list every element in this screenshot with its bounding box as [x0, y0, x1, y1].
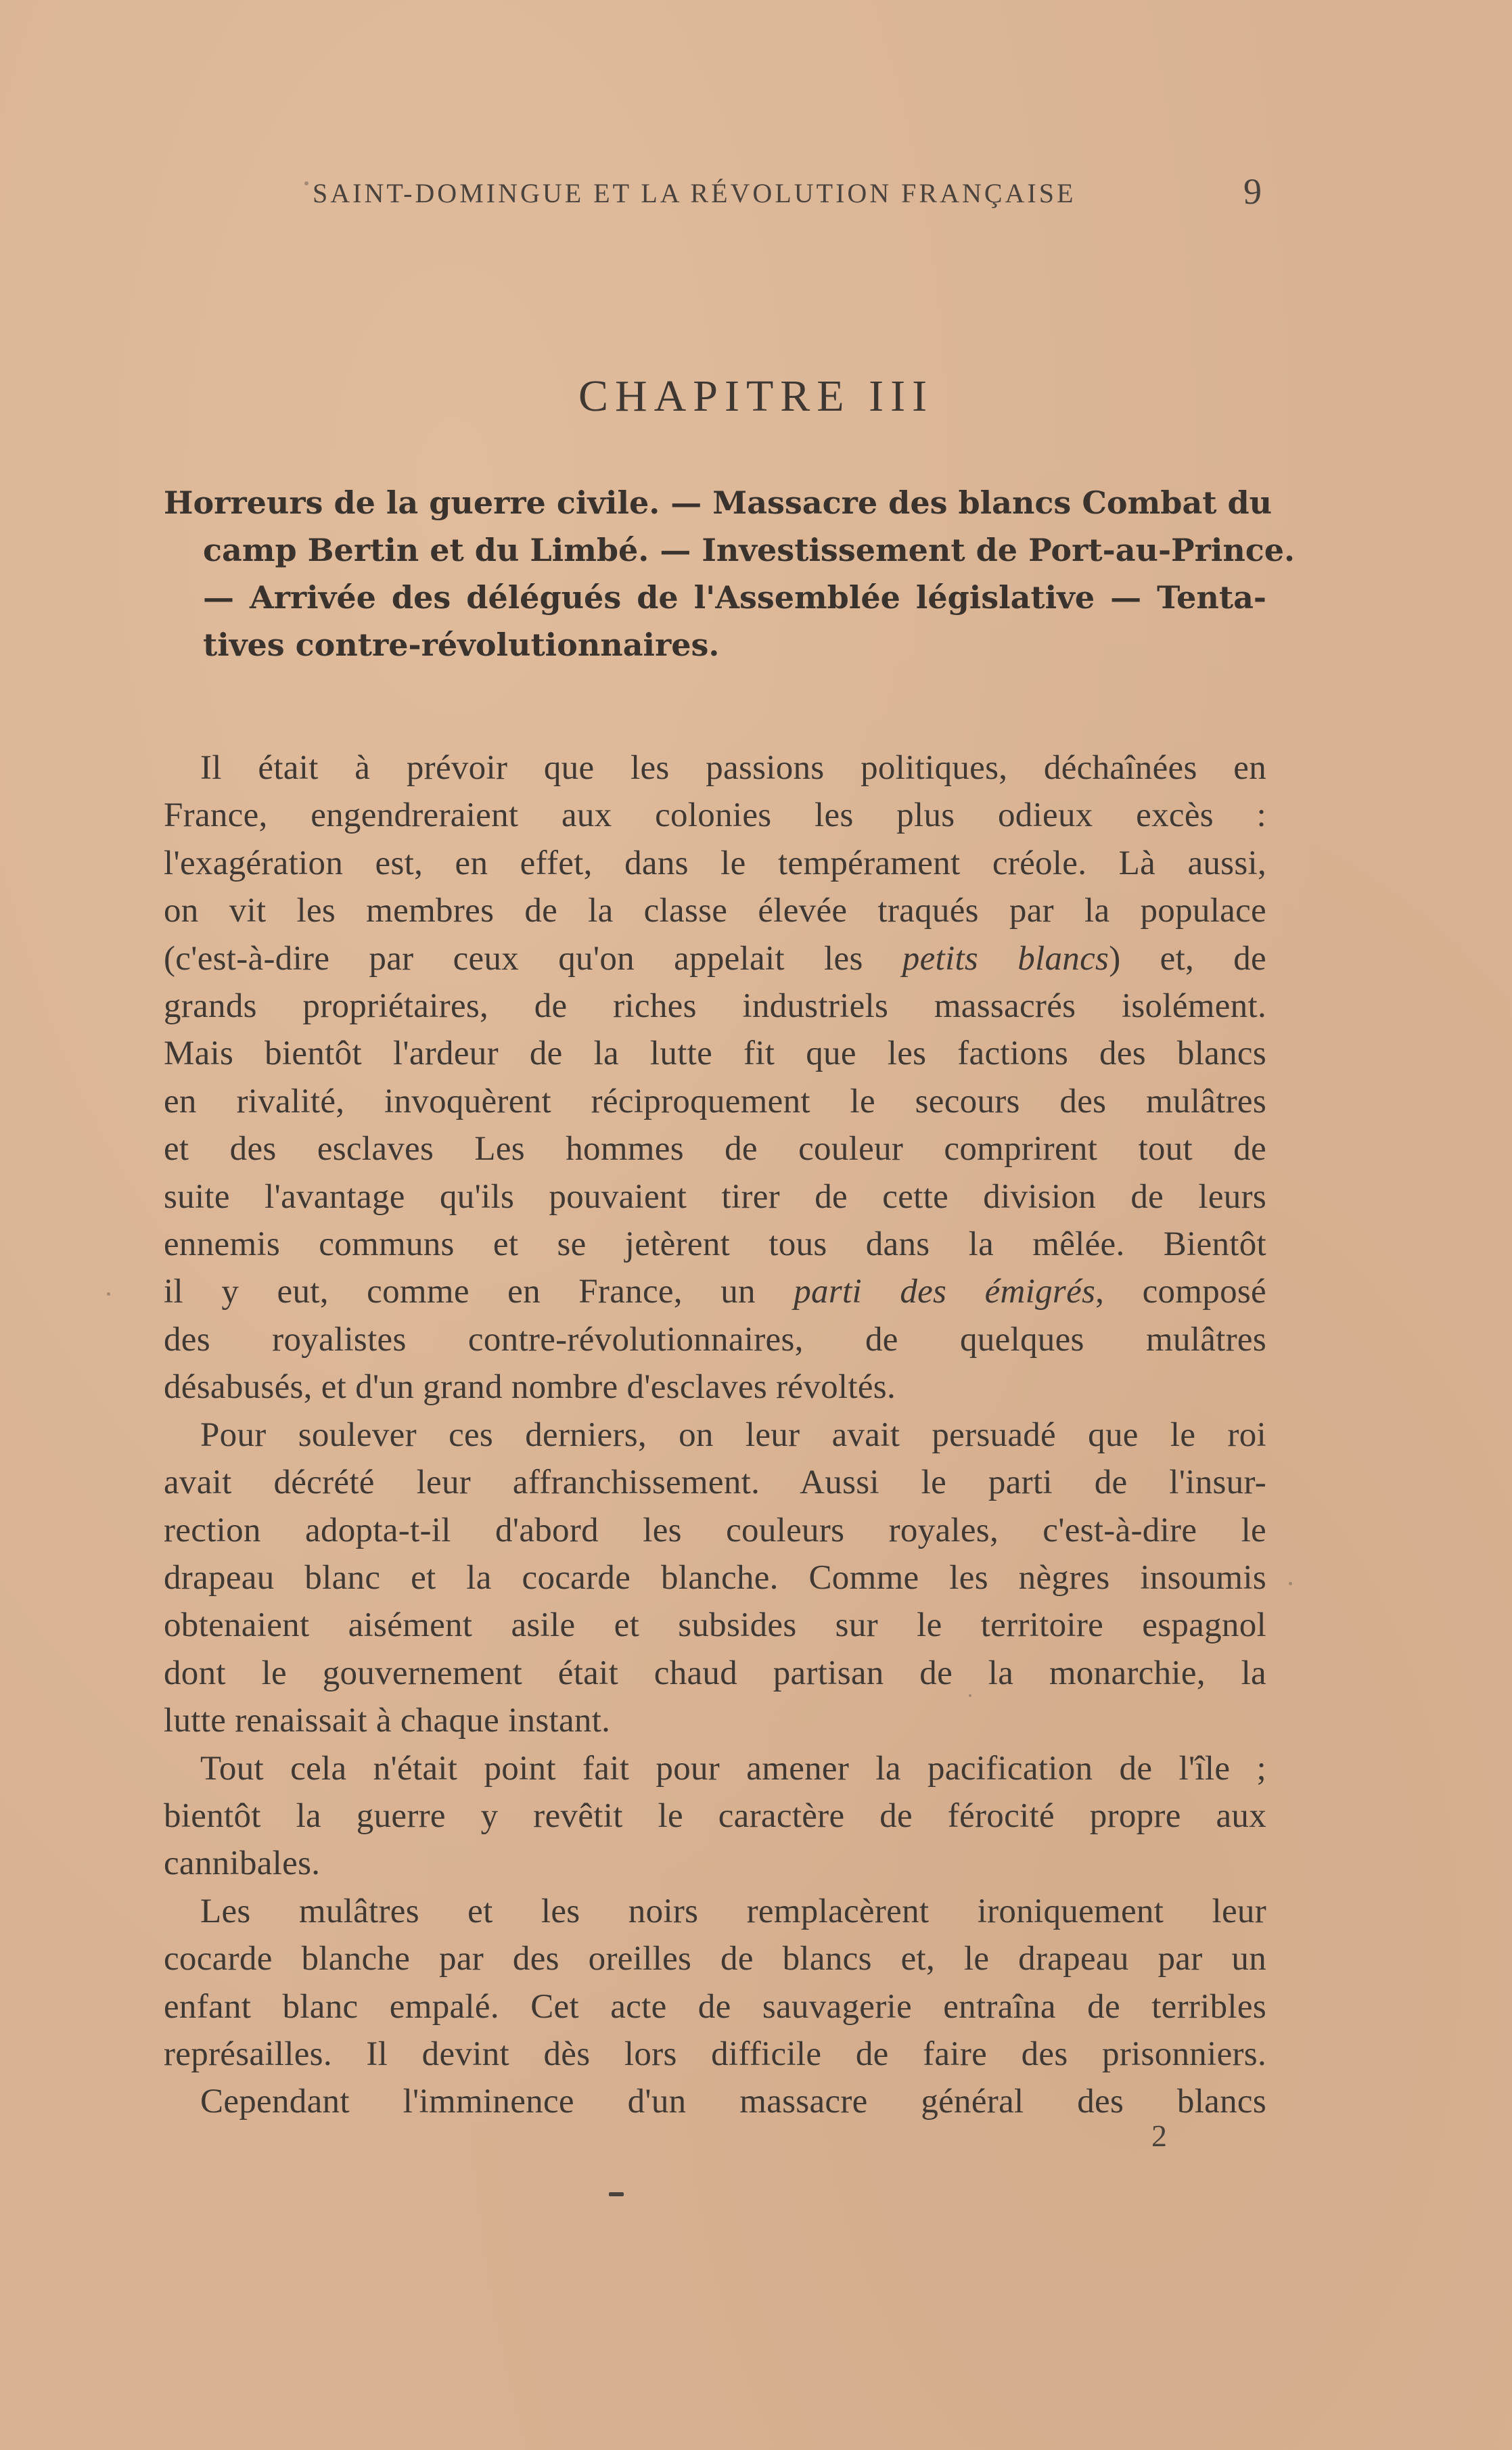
body-line: Mais bientôt l'ardeur de la lutte fit que les factions des blancs [164, 1035, 1266, 1073]
body-line: Cependant l'imminence d'un massacre général des blancs [200, 2083, 1266, 2121]
body-line: Tout cela n'était point fait pour amener la pacification de l'île ; [200, 1749, 1266, 1788]
summary-line: camp Bertin et du Limbé. — Investissement de Port-au-Prince. [203, 532, 1296, 568]
page-number: 9 [1243, 171, 1262, 212]
body-line: grands propriétaires, de riches industriels massacrés isolément. [164, 987, 1266, 1026]
body-line: représailles. Il devint dès lors difficile de faire des prisonniers. [164, 2035, 1266, 2073]
summary-line: tives contre-révolutionnaires. [203, 627, 720, 663]
printer-dash-mark [609, 2192, 624, 2196]
body-line [164, 1268, 1266, 1315]
body-line [164, 935, 1266, 982]
body-text [164, 744, 1266, 2126]
summary-line: — Arrivée des délégués de l'Assemblée législative — Tenta- [203, 579, 1266, 616]
body-line: ennemis communs et se jetèrent tous dans la mêlée. Bientôt [164, 1225, 1266, 1264]
chapter-summary [164, 479, 1296, 668]
body-line: avait décrété leur affranchissement. Aussi le parti de l'insur- [164, 1464, 1266, 1502]
chapter-title: CHAPITRE III [578, 371, 934, 421]
body-line: des royalistes contre-révolutionnaires, de quelques mulâtres [164, 1320, 1266, 1359]
paper-speck [107, 1292, 110, 1296]
body-line: obtenaient aisément asile et subsides sur le territoire espagnol [164, 1606, 1266, 1645]
body-line: bientôt la guerre y revêtit le caractère de férocité propre aux [164, 1796, 1266, 1835]
body-line: Pour soulever ces derniers, on leur avait persuadé que le roi [200, 1415, 1266, 1454]
body-text-segment: il y eut, comme en France, un [164, 1273, 756, 1311]
body-line: France, engendreraient aux colonies les plus odieux excès : [164, 796, 1266, 835]
body-line: Les mulâtres et les noirs remplacèrent ironiquement leur [200, 1892, 1266, 1930]
summary-line: Horreurs de la guerre civile. — Massacre des blancs Combat du [164, 484, 1273, 521]
paper-speck [1289, 1582, 1292, 1585]
paper-speck [304, 181, 308, 185]
signature-mark: 2 [1151, 2118, 1167, 2153]
body-line: drapeau blanc et la cocarde blanche. Comme les nègres insoumis [164, 1558, 1266, 1597]
body-text-segment: (c'est-à-dire par ceux qu'on appelait les [164, 939, 863, 978]
body-line: et des esclaves Les hommes de couleur comprirent tout de [164, 1130, 1266, 1169]
body-line: l'exagération est, en effet, dans le tempérament créole. Là aussi, [164, 844, 1266, 882]
body-line: dont le gouvernement était chaud partisan de la monarchie, la [164, 1654, 1266, 1692]
body-text-segment: ) et, de [1109, 939, 1266, 978]
running-head-title: SAINT-DOMINGUE ET LA RÉVOLUTION FRANÇAISE [313, 178, 1076, 208]
body-line: suite l'avantage qu'ils pouvaient tirer de cette division de leurs [164, 1177, 1266, 1216]
body-line: désabusés, et d'un grand nombre d'esclaves révoltés. [164, 1368, 896, 1407]
body-line: rection adopta-t-il d'abord les couleurs royales, c'est-à-dire le [164, 1511, 1266, 1549]
body-line: cannibales. [164, 1844, 321, 1883]
italic-term: petits blancs [902, 939, 1109, 978]
body-line: lutte renaissait à chaque instant. [164, 1702, 611, 1740]
body-text-segment: , composé [1095, 1273, 1266, 1311]
body-line: en rivalité, invoquèrent réciproquement le secours des mulâtres [164, 1082, 1266, 1120]
paper-speck [969, 1694, 971, 1697]
body-line: Il était à prévoir que les passions politiques, déchaînées en [200, 749, 1266, 787]
body-line: enfant blanc empalé. Cet acte de sauvagerie entraîna de terribles [164, 1987, 1266, 2026]
italic-term: parti des émigrés [794, 1273, 1096, 1311]
body-line: on vit les membres de la classe élevée traqués par la populace [164, 892, 1266, 930]
body-line: cocarde blanche par des oreilles de blancs et, le drapeau par un [164, 1940, 1266, 1978]
